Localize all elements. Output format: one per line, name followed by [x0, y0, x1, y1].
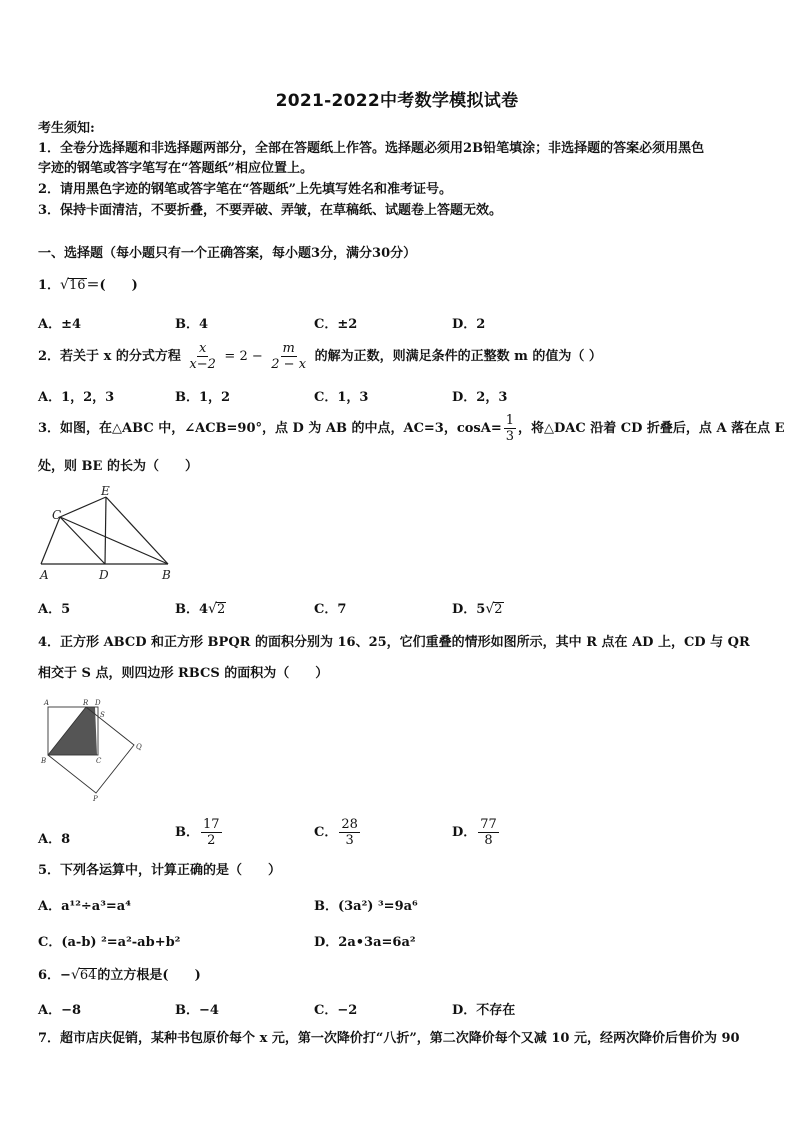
- q1-option-c[interactable]: C．±2: [314, 317, 358, 332]
- q5-option-c[interactable]: C．(a-b) ²=a²-ab+b²: [38, 935, 181, 950]
- q6-option-a[interactable]: A．−8: [38, 1003, 82, 1018]
- q4-label-r: R: [83, 699, 89, 707]
- q6-option-b[interactable]: B．−4: [175, 1003, 219, 1018]
- q2-middle: = 2 −: [224, 349, 263, 364]
- q4-option-b-den: 2: [207, 833, 216, 848]
- radical-icon: √: [485, 601, 495, 617]
- q5-option-b[interactable]: B．(3a²) ³=9a⁶: [314, 899, 418, 914]
- q3-frac-den: 3: [505, 429, 515, 444]
- q4-label-a: A: [44, 699, 50, 707]
- q4-label-s: S: [100, 711, 105, 719]
- q3-option-b-radicand: 2: [216, 602, 226, 617]
- q4-option-d[interactable]: [452, 814, 501, 852]
- question-4-line-2: 相交于 S 点，则四边形 RBCS 的面积为（ ）: [38, 666, 329, 681]
- q4-option-c-prefix: C．: [314, 825, 338, 840]
- question-5: 5．下列各运算中，计算正确的是（ ）: [38, 863, 282, 878]
- q5-option-d[interactable]: D．2a•3a=6a²: [314, 935, 416, 950]
- q4-label-d: D: [95, 699, 101, 707]
- q3-fraction: [504, 413, 516, 444]
- notice-item-3: 3．保持卡面清洁，不要折叠，不要弄破、弄皱，在草稿纸、试题卷上答题无效。: [38, 203, 503, 218]
- radical-icon: √: [70, 967, 80, 983]
- q1-option-d[interactable]: D．2: [452, 317, 486, 332]
- q4-option-c[interactable]: [314, 814, 362, 852]
- q4-option-c-num: 28: [341, 817, 358, 832]
- q4-option-d-num: 77: [480, 817, 497, 832]
- q1-option-b[interactable]: B．4: [175, 317, 209, 332]
- q3-label-a: A: [40, 568, 49, 582]
- q3-label-e: E: [101, 484, 110, 498]
- q3-option-b[interactable]: [175, 598, 226, 617]
- question-1: [38, 276, 138, 295]
- q3-option-a[interactable]: A．5: [38, 602, 71, 617]
- q3-figure: [36, 483, 178, 583]
- q3-option-d[interactable]: [452, 598, 504, 617]
- q3-label-c: C: [52, 508, 62, 522]
- radical-icon: √: [208, 601, 217, 617]
- q6-option-d[interactable]: D．不存在: [452, 1003, 516, 1018]
- q2-fraction-2: [269, 341, 308, 372]
- q5-option-a[interactable]: A．a¹²÷a³=a⁴: [38, 899, 131, 914]
- q4-label-c: C: [96, 757, 102, 765]
- q3-option-d-prefix: D．5: [452, 602, 486, 617]
- q3-option-c[interactable]: C．7: [314, 602, 347, 617]
- q4-option-c-fraction: [339, 817, 360, 848]
- q3-option-b-prefix: B．4: [175, 602, 209, 617]
- q1-prefix: 1．: [38, 278, 61, 293]
- q3-prefix: 3．如图，在△ABC 中，∠ACB=90°，点 D 为 AB 的中点，AC=3，cosA=: [38, 421, 502, 436]
- notice-item-1: 1．全卷分选择题和非选择题两部分，全部在答题纸上作答。选择题必须用2B铅笔填涂；非选择题的答案必须用黑色: [38, 141, 705, 156]
- q2-frac1-num: x: [198, 341, 207, 356]
- q6-radicand: 64: [79, 968, 97, 983]
- radical-icon: √: [60, 277, 69, 293]
- q1-suffix: ＝( ): [86, 278, 138, 293]
- q2-fraction-1: [187, 341, 218, 372]
- q4-label-q: Q: [136, 743, 142, 751]
- q4-option-d-den: 8: [484, 833, 493, 848]
- q2-option-d[interactable]: D．2，3: [452, 390, 508, 405]
- q4-label-p: P: [93, 795, 98, 803]
- notice-item-1-cont: 字迹的钢笔或答字笔写在“答题纸”相应位置上。: [38, 161, 313, 176]
- q4-option-d-fraction: [478, 817, 499, 848]
- q4-option-c-den: 3: [345, 833, 354, 848]
- q4-option-b[interactable]: [175, 814, 224, 852]
- page-title: 2021-2022中考数学模拟试卷: [275, 91, 519, 111]
- q2-option-b[interactable]: B．1，2: [175, 390, 231, 405]
- q1-option-a[interactable]: A．±4: [38, 317, 82, 332]
- q4-option-d-prefix: D．: [452, 825, 477, 840]
- q2-prefix: 2．若关于 x 的分式方程: [38, 349, 181, 364]
- q2-option-a[interactable]: A．1，2，3: [38, 390, 115, 405]
- question-4-line-1: 4．正方形 ABCD 和正方形 BPQR 的面积分别为 16、25，它们重叠的情形如图所示，其中 R 点在 AD 上，CD 与 QR: [38, 635, 750, 650]
- q1-radicand: 16: [68, 278, 86, 293]
- q4-label-b: B: [41, 757, 47, 765]
- q2-frac1-den: x−2: [189, 357, 216, 372]
- q2-option-c[interactable]: C．1，3: [314, 390, 369, 405]
- q4-option-b-num: 17: [203, 817, 220, 832]
- q6-suffix: 的立方根是( ): [97, 968, 201, 983]
- q3-frac-num: 1: [505, 413, 515, 428]
- q4-figure: [38, 695, 150, 805]
- question-2: [38, 340, 602, 374]
- question-7: 7．超市店庆促销，某种书包原价每个 x 元，第一次降价打“八折”，第二次降价每个又减 10 元，经两次降价后售价为 90: [38, 1031, 740, 1046]
- notice-heading: 考生须知:: [38, 121, 95, 136]
- q6-prefix: 6．−: [38, 968, 71, 983]
- q4-option-b-fraction: [201, 817, 222, 848]
- q6-option-c[interactable]: C．−2: [314, 1003, 358, 1018]
- q3-option-d-radicand: 2: [494, 602, 503, 617]
- q3-suffix: ，将△DAC 沿着 CD 折叠后，点 A 落在点 E: [518, 421, 785, 436]
- q2-frac2-num: m: [282, 341, 295, 356]
- section-heading: 一、选择题（每小题只有一个正确答案，每小题3分，满分30分）: [38, 246, 417, 261]
- q4-option-a[interactable]: A．8: [38, 832, 71, 847]
- question-3-line-1: [38, 412, 785, 446]
- question-6: [38, 966, 201, 985]
- notice-item-2: 2．请用黑色字迹的钢笔或答字笔在“答题纸”上先填写姓名和准考证号。: [38, 182, 453, 197]
- q3-label-d: D: [99, 568, 109, 582]
- q2-suffix: 的解为正数，则满足条件的正整数 m 的值为（ ）: [314, 349, 602, 364]
- q3-label-b: B: [162, 568, 171, 582]
- question-3-line-2: 处，则 BE 的长为（ ）: [38, 459, 198, 474]
- q4-option-b-prefix: B．: [175, 825, 199, 840]
- q2-frac2-den: 2 − x: [271, 357, 307, 372]
